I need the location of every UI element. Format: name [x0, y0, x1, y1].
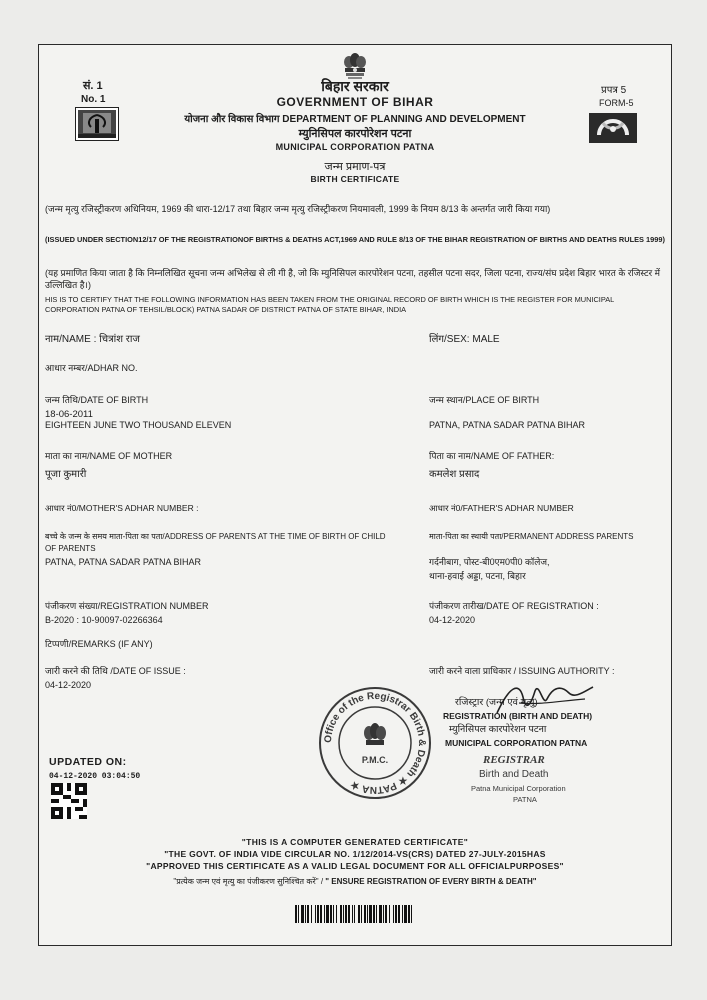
issue-date-value: 04-12-2020 [45, 680, 92, 690]
barcode-bar [330, 905, 332, 923]
barcode-bar [389, 905, 390, 923]
registration-number-value: B-2020 : 10-90097-02266364 [45, 615, 163, 625]
mother-label: माता का नाम/NAME OF MOTHER [45, 451, 173, 461]
barcode-bar [343, 905, 344, 923]
father-value: कमलेश प्रसाद [429, 469, 480, 480]
seal-center-text: P.M.C. [361, 755, 389, 765]
permanent-address-label: माता-पिता का स्थायी पता/PERMANENT ADDRESS PARENTS [429, 532, 634, 541]
updated-value: 04-12-2020 03:04:50 [49, 772, 141, 781]
barcode-bar [373, 905, 375, 923]
barcode-bar [301, 905, 304, 923]
crs-logo-icon [589, 113, 637, 143]
qr-code-icon [51, 783, 87, 819]
barcode-bar [352, 905, 353, 923]
barcode-bar [324, 905, 325, 923]
stamp-line2: Birth and Death [479, 769, 549, 780]
footer-line3: "APPROVED THIS CERTIFICATE AS A VALID LEGAL DOCUMENT FOR ALL OFFICIALPURPOSES" [146, 861, 564, 871]
barcode-bar [358, 905, 360, 923]
registration-number-label: पंजीकरण संख्या/REGISTRATION NUMBER [45, 601, 209, 611]
barcode-bar [385, 905, 387, 923]
issued-under-en: (ISSUED UNDER SECTION12/17 OF THE REGISTRATIONOF BIRTHS & DEATHS ACT,1969 AND RULE 8/13 OF THE BIHAR REGISTRATION OF BIRTHS AND DEATHS RULES 1999) [45, 235, 665, 244]
serial-en: No. 1 [81, 94, 106, 105]
permanent-address-line2: थाना-हवाई अड्डा, पटना, बिहार [429, 571, 526, 581]
certificate-sheet [38, 44, 672, 946]
barcode-bar [376, 905, 377, 923]
seal-ring-text: Office of the Registrar Birth & Death ★ PATNA ★ [322, 690, 428, 796]
dob-words: EIGHTEEN JUNE TWO THOUSAND ELEVEN [45, 420, 232, 430]
name-label: नाम/NAME : [45, 334, 97, 345]
registrar-round-seal [317, 685, 433, 801]
footer-line4-hi: "प्रत्येक जन्म एवं मृत्यु का पंजीकरण सुनिश्चित करें" / [173, 877, 324, 886]
certificate-title-en: BIRTH CERTIFICATE [310, 174, 400, 184]
permanent-address-line1: गर्दनीबाग, पोस्ट-बी0एम0पी0 कॉलेज, [429, 557, 550, 567]
authority-line2: REGISTRATION (BIRTH AND DEATH) [443, 711, 593, 721]
dob-value: 18-06-2011 [45, 409, 93, 420]
barcode-bar [402, 905, 403, 923]
barcode-bar [393, 905, 394, 923]
stamp-line1: REGISTRAR [483, 754, 545, 766]
barcode-bar [361, 905, 362, 923]
stamp-line3: Patna Municipal Corporation [471, 784, 566, 793]
state-title-en: GOVERNMENT OF BIHAR [276, 95, 434, 109]
barcode-bar [369, 905, 372, 923]
form-en: FORM-5 [599, 98, 634, 108]
name-value: चित्रांश राज [99, 334, 140, 345]
barcode-bar [333, 905, 334, 923]
issue-date-label: जारी करने की तिथि /DATE OF ISSUE : [45, 666, 186, 676]
sex-value: MALE [472, 334, 500, 345]
barcode-bar [315, 905, 316, 923]
serial-hi: सं. 1 [83, 80, 103, 92]
authority-line1: रजिस्ट्रार (जन्म एवं मृत्यु) [455, 697, 538, 708]
barcode-icon [295, 905, 415, 923]
address-at-birth-value: PATNA, PATNA SADAR PATNA BIHAR [45, 557, 202, 567]
registration-date-value: 04-12-2020 [429, 615, 476, 625]
barcode-bar [367, 905, 368, 923]
barcode-bar [326, 905, 329, 923]
state-title-hi: बिहार सरकार [321, 78, 389, 94]
certificate-title-hi: जन्म प्रमाण-पत्र [324, 161, 386, 173]
barcode-bar [336, 905, 337, 923]
barcode-bar [295, 905, 297, 923]
father-adhar-label: आधार नं0/FATHER'S ADHAR NUMBER [429, 503, 574, 513]
barcode-bar [307, 905, 309, 923]
barcode-bar [364, 905, 366, 923]
barcode-bar [398, 905, 400, 923]
issued-under-hi: (जन्म मृत्यु रजिस्ट्रीकरण अधिनियम, 1969 की धारा-12/17 तथा बिहार जन्म मृत्यु रजिस्ट्रीकरण नियमावली, 1999 के नियम 8/13 के अन्तर्गत जारी किया गया) [45, 204, 551, 214]
barcode-bar [298, 905, 299, 923]
authority-line4: MUNICIPAL CORPORATION PATNA [445, 738, 588, 748]
barcode-bar [348, 905, 350, 923]
certify-hi: (यह प्रमाणित किया जाता है कि निम्नलिखित सूचना जन्म अभिलेख से ली गी है, जो कि म्युनिसिपल कारपोरेशन पटना, तहसील पटना सदर, जिला पटना, राज्य/संघ प्रदेश बिहार भारत के रजिस्टर में उल्लिखित है।) [45, 268, 661, 290]
mother-value: पूजा कुमारी [45, 469, 87, 480]
certify-en: HIS IS TO CERTIFY THAT THE FOLLOWING INFORMATION HAS BEEN TAKEN FROM THE ORIGINAL RECORD OF BIRTH WHICH IS THE REGISTER FOR MUNICIPAL CORPORATION PATNA OF TEHSIL/BLOCK) PATNA SADAR OF DISTRICT PATNA OF STATE BIHAR, INDIA [45, 295, 615, 314]
registration-date-label: पंजीकरण तारीख/DATE OF REGISTRATION : [429, 601, 599, 611]
father-label: पिता का नाम/NAME OF FATHER: [429, 451, 555, 461]
barcode-bar [305, 905, 306, 923]
footer-line4-en: " ENSURE REGISTRATION OF EVERY BIRTH & DEATH" [325, 877, 537, 886]
form-hi: प्रपत्र 5 [601, 85, 627, 96]
corporation-hi: म्युनिसिपल कारपोरेशन पटना [298, 128, 412, 140]
footer-line2: "THE GOVT. OF INDIA VIDE CIRCULAR NO. 1/12/2014-VS(CRS) DATED 27-JULY-2015HAS [164, 849, 546, 859]
barcode-bar [345, 905, 347, 923]
dob-label: जन्म तिथि/DATE OF BIRTH [45, 395, 149, 405]
barcode-bar [383, 905, 384, 923]
adhar-label: आधार नम्बर/ADHAR NO. [45, 363, 138, 373]
pob-label: जन्म स्थान/PLACE OF BIRTH [429, 395, 540, 405]
authority-line3: म्युनिसिपल कारपोरेशन पटना [449, 724, 547, 735]
department-line: योजना और विकास विभाग DEPARTMENT OF PLANNING AND DEVELOPMENT [184, 114, 526, 125]
barcode-bar [411, 905, 412, 923]
barcode-bar [320, 905, 322, 923]
issuing-authority-label: जारी करने वाला प्राधिकार / ISSUING AUTHORITY : [429, 666, 615, 676]
mother-adhar-label: आधार नं0/MOTHER'S ADHAR NUMBER : [45, 503, 199, 513]
barcode-bar [404, 905, 407, 923]
barcode-bar [311, 905, 312, 923]
footer-line1: "THIS IS A COMPUTER GENERATED CERTIFICATE" [241, 837, 469, 847]
sex-label: लिंग/SEX: [429, 334, 470, 345]
barcode-bar [354, 905, 355, 923]
address-at-birth-label: बच्चे के जन्म के समय माता-पिता का पता/ADDRESS OF PARENTS AT THE TIME OF BIRTH OF CHILD OF PARENTS [45, 532, 386, 553]
stamp-line4: PATNA [513, 795, 537, 804]
barcode-bar [317, 905, 319, 923]
barcode-bar [408, 905, 410, 923]
pob-value: PATNA, PATNA SADAR PATNA BIHAR [429, 420, 586, 430]
remarks-label: टिप्पणी/REMARKS (IF ANY) [45, 639, 153, 649]
barcode-bar [340, 905, 342, 923]
barcode-bar [395, 905, 397, 923]
barcode-bar [379, 905, 382, 923]
corporation-en: MUNICIPAL CORPORATION PATNA [275, 142, 435, 152]
updated-label: UPDATED ON: [49, 756, 127, 768]
